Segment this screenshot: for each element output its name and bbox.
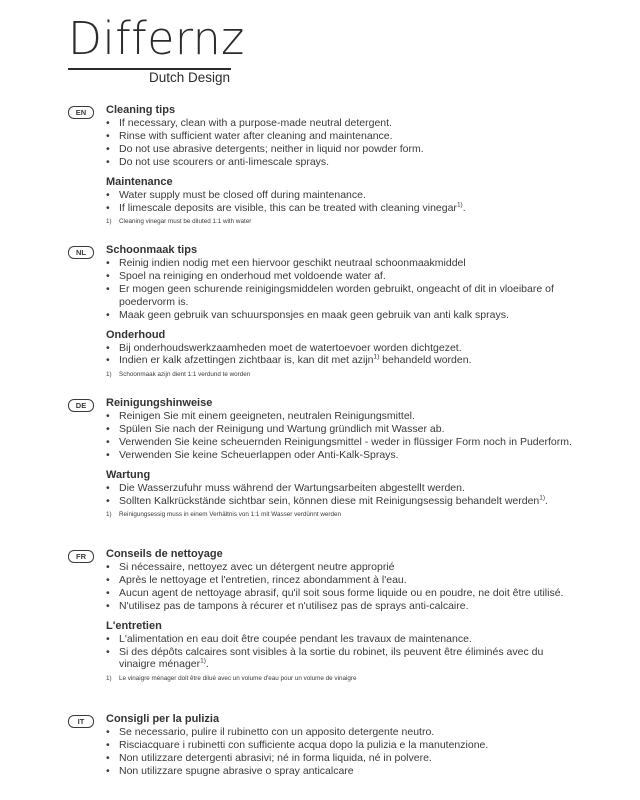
list-item: • Bij onderhoudswerkzaamheden moet de watertoevoer worden dichtgezet.	[106, 342, 576, 355]
list-item: • Maak geen gebruik van schuursponsjes en maak geen gebruik van anti kalk sprays.	[106, 309, 576, 322]
list-item: • Do not use abrasive detergents; neither in liquid nor powder form.	[106, 143, 576, 156]
list-item: • N'utilisez pas de tampons à récurer et n'utilisez pas de sprays anti-calcaire.	[106, 600, 576, 613]
tips-list	[106, 561, 576, 613]
maintenance-list	[106, 633, 576, 672]
list-item: • Se necessario, pulire il rubinetto con un apposito detergente neutro.	[106, 726, 576, 739]
section-subtitle: Wartung	[106, 468, 151, 481]
item-text: If limescale deposits are visible, this can be treated with cleaning vinegar	[119, 201, 457, 214]
brand-name: Differnz	[68, 12, 245, 65]
maintenance-list	[106, 482, 576, 508]
item-text-tail: behandeld worden.	[379, 354, 472, 367]
item-text: Si des dépôts calcaires sont visibles à la sortie du robinet, ils peuvent être éliminés avec du vinaigre ménager	[119, 645, 544, 671]
section-title: Conseils de nettoyage	[106, 548, 223, 560]
item-text-tail: .	[545, 494, 548, 507]
list-item: • Risciacquare i rubinetti con sufficiente acqua dopo la pulizia e la manutenzione.	[106, 739, 576, 752]
section-title: Consigli per la pulizia	[106, 713, 220, 725]
tips-list	[106, 726, 576, 778]
list-item: • Die Wasserzufuhr muss während der Wartungsarbeiten abgestellt werden.	[106, 482, 576, 495]
language-badge-de: DE	[68, 399, 94, 412]
list-item: • Spoel na reiniging en onderhoud met voldoende water af.	[106, 270, 576, 283]
language-badge-fr: FR	[68, 550, 94, 563]
list-item: • Reinig indien nodig met een hiervoor geschikt neutraal schoonmaakmiddel	[106, 257, 576, 270]
footnote-text: Reinigungsessig muss in einem Verhältnis von 1:1 mit Wasser verdünnt werden	[119, 511, 342, 519]
section-title: Schoonmaak tips	[106, 244, 198, 256]
footnote-text: Le vinaigre ménager doit être dilué avec un volume d'eau pour un volume de vinaigre	[119, 675, 357, 683]
footnote	[106, 216, 576, 227]
footnote-mark: 1)	[373, 353, 380, 361]
footnote-mark: 1)	[539, 494, 546, 502]
footnote	[106, 509, 576, 520]
footnote-number: 1)	[106, 675, 112, 683]
footnote-number: 1)	[106, 511, 112, 519]
language-badge-en: EN	[68, 106, 94, 119]
list-item	[106, 495, 576, 508]
item-text: Sollten Kalkrückstände sichtbar sein, können diese mit Reinigungsessig behandelt werden	[119, 494, 540, 507]
tips-list	[106, 117, 576, 169]
item-text: Indien er kalk afzettingen zichtbaar is, kan dit met azijn	[119, 354, 374, 367]
maintenance-list	[106, 189, 576, 215]
list-item	[106, 646, 576, 672]
brand-logo	[68, 12, 245, 85]
footnote-text: Schoonmaak azijn dient 1:1 verdund te worden	[119, 371, 251, 379]
section-title: Cleaning tips	[106, 104, 176, 116]
list-item: • Si nécessaire, nettoyez avec un détergent neutre approprié	[106, 561, 576, 574]
language-badge-nl: NL	[68, 246, 94, 259]
list-item	[106, 354, 576, 367]
list-item: • Verwenden Sie keine Scheuerlappen oder Anti-Kalk-Sprays.	[106, 449, 576, 462]
tips-list	[106, 410, 576, 462]
footnote-text: Cleaning vinegar must be diluted 1:1 with water	[119, 218, 252, 226]
footnote	[106, 369, 576, 380]
list-item: • L'alimentation en eau doit être coupée pendant les travaux de maintenance.	[106, 633, 576, 646]
footnote-number: 1)	[106, 371, 112, 379]
section-subtitle: Onderhoud	[106, 328, 166, 341]
footnote-mark: 1)	[456, 201, 463, 209]
list-item: • Water supply must be closed off during maintenance.	[106, 189, 576, 202]
item-text-tail: .	[205, 658, 209, 671]
footnote-number: 1)	[106, 218, 112, 226]
footnote	[106, 673, 576, 684]
tips-list	[106, 257, 576, 322]
list-item: • Non utilizzare spugne abrasive o spray anticalcare	[106, 765, 576, 778]
section-subtitle: Maintenance	[106, 175, 173, 188]
section-subtitle: L'entretien	[106, 619, 162, 632]
list-item: • Spülen Sie nach der Reinigung und Wartung gründlich mit Wasser ab.	[106, 423, 576, 436]
list-item: • Après le nettoyage et l'entretien, rincez abondamment à l'eau.	[106, 574, 576, 587]
maintenance-list	[106, 342, 576, 368]
list-item: • Non utilizzare detergenti abrasivi; né in forma liquida, né in polvere.	[106, 752, 576, 765]
footnote-mark: 1)	[200, 657, 206, 665]
list-item: • Reinigen Sie mit einem geeigneten, neutralen Reinigungsmittel.	[106, 410, 576, 423]
list-item: • Do not use scourers or anti-limescale sprays.	[106, 156, 576, 169]
list-item: • Verwenden Sie keine scheuernden Reinigungsmittel - weder in flüssiger Form noch in Puderform.	[106, 436, 576, 449]
language-badge-it: IT	[68, 715, 94, 728]
list-item: • Rinse with sufficient water after cleaning and maintenance.	[106, 130, 576, 143]
section-title: Reinigungshinweise	[106, 397, 213, 409]
list-item: • If necessary, clean with a purpose-made neutral detergent.	[106, 117, 576, 130]
list-item: • Er mogen geen schurende reinigingsmiddelen worden gebruikt, ongeacht of dit in vloeibare of poedervorm is.	[106, 283, 576, 309]
list-item: • Aucun agent de nettoyage abrasif, qu'il soit sous forme liquide ou en poudre, ne doit être utilisé.	[106, 587, 576, 600]
brand-tagline: Dutch Design	[148, 70, 230, 85]
list-item: • If limescale deposits are visible, this can be treated with cleaning vinegar$^{1)}$.	[106, 202, 576, 215]
